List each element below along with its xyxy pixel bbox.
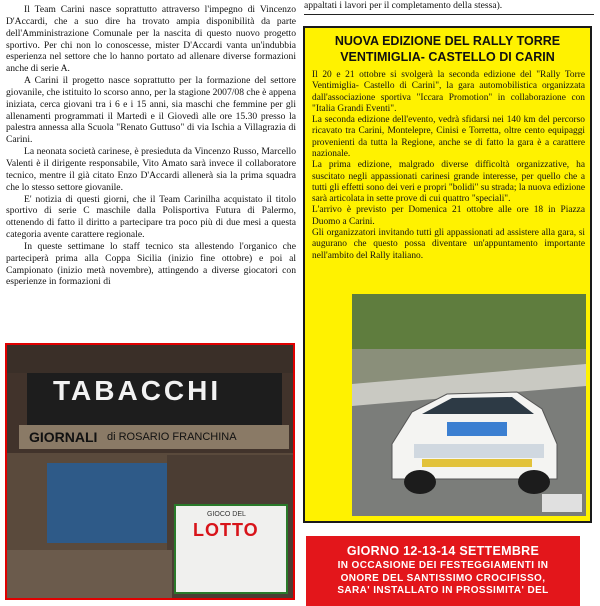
- event-title: GIORNO 12-13-14 SETTEMBRE: [346, 544, 540, 558]
- rally-paragraph: L'arrivo è previsto per Domenica 21 ottobre alle ore 18 in Piazza Duomo a Carini.: [312, 205, 585, 227]
- left-article: [6, 4, 296, 338]
- rally-paragraph: La seconda edizione dell'evento, vedrà sfidarsi nei 140 km del percorso ricavato tra Carini, Montelepre, Cinisi e Torretta, oltre cento equipaggi provenienti da tutta la Regione, anche se di fatto la gara è a carattere nazionale.: [312, 115, 585, 159]
- event-line: IN OCCASIONE DEI FESTEGGIAMENTI IN: [337, 560, 549, 571]
- event-line: ONORE DEL SANTISSIMO CROCIFISSO,: [340, 572, 546, 584]
- rally-car-photo: [352, 294, 586, 516]
- article-paragraph: In queste settimane lo staff tecnico sta allestendo l'organico che parteciperà prima alla Coppa Sicilia (inizio fine ottobre) e poi al Campionato (inizio metà novembre), attingendo a diverse giocatori con esperienze in formazioni di: [6, 240, 296, 288]
- rally-paragraph: Il 20 e 21 ottobre si svolgerà la seconda edizione del "Rally Torre Ventimiglia- Castello di Carini", la gara automobilistica organizzata dall'associazione sportiva "Iccara Promotion" in collaborazione con "Italia Grandi Eventi".: [312, 70, 585, 114]
- rally-car-illustration: [352, 294, 586, 516]
- article-paragraph: E' notizia di questi giorni, che il Team Carinilha acquistato il titolo sportivo di serie C maschile dalla Polisportiva Futura di Palermo, ottenendo di fatto il diritto a partecipare tra poco più di due mesi a questa categoria avente carattere regionale.: [6, 193, 296, 241]
- tabacchi-sign: TABACCHI: [53, 375, 222, 406]
- rally-headline: [305, 34, 590, 65]
- rally-article-box: [303, 26, 592, 523]
- giornali-sign: GIORNALI: [29, 429, 98, 445]
- tabacchi-shop-photo: [5, 343, 295, 600]
- event-announcement-box: [306, 536, 580, 606]
- article-paragraph: A Carini il progetto nasce soprattutto per la formazione del settore giovanile, che istituito lo scorso anno, per la stagione 2007/08 che è appena iniziata, cerca giovani tra i 6 e i 15 anni, sia maschi che femmine per gli allenamenti programmati il Martedì e il Giovedì alle ore 15.30 presso la palestra annessa alla Scuola "Renato Guttuso" di via Ischia a Villagrazia di Carini.: [6, 75, 296, 146]
- event-line: SARA' INSTALLATO IN PROSSIMITA' DEL: [337, 585, 549, 596]
- rally-body: [312, 70, 585, 262]
- rally-headline-line1: NUOVA EDIZIONE DEL RALLY TORRE: [334, 34, 561, 48]
- rally-headline-line2: VENTIMIGLIA- CASTELLO DI CARIN: [340, 49, 555, 64]
- rally-paragraph: La prima edizione, malgrado diverse difficoltà organizzative, ha suscitato negli appassionati carinesi grande interesse, per quello che a tutti gli effetti sono dei veri e propri "bolidi" su strada; la nuova edizione sarà articolata in sette prove di cui quattro "speciali".: [312, 160, 585, 205]
- lotto-top-label: GIOCO DEL: [207, 511, 246, 518]
- article-paragraph: Il Team Carini nasce soprattutto attraverso l'impegno di Vincenzo D'Accardi, che a suo dire ha trovato ampia disponibilità da parte dell'Amministrazione Comunale per la nascita di questo nuovo progetto sportivo. Per chi non lo conoscesse, mister D'Accardi vanta un'indubbia esperienza nel settore che lo hanno portato ad allenare diverse formazioni anche di serie A.: [6, 4, 296, 75]
- owner-sign: di ROSARIO FRANCHINA: [107, 431, 237, 443]
- event-text: [306, 560, 580, 598]
- previous-article-fragment: appaltati i lavori per il completamento della stessa).: [304, 0, 594, 15]
- rally-paragraph: Gli organizzatori invitando tutti gli appassionati ad assistere alla gara, si augurano che questo possa diventare un'appuntamento importante nell'ambito del Rally italiano.: [312, 227, 585, 261]
- lotto-logo: LOTTO: [193, 520, 259, 540]
- article-paragraph: La neonata società carinese, è presieduta da Vincenzo Russo, Marcello Valenti è il dirigente responsabile, Vito Amato sarà invece il collaboratore tecnico, mentre il già citato Enzo D'Accardi allenerà sia la prima squadra che lo stesso settore giovanile.: [6, 146, 296, 193]
